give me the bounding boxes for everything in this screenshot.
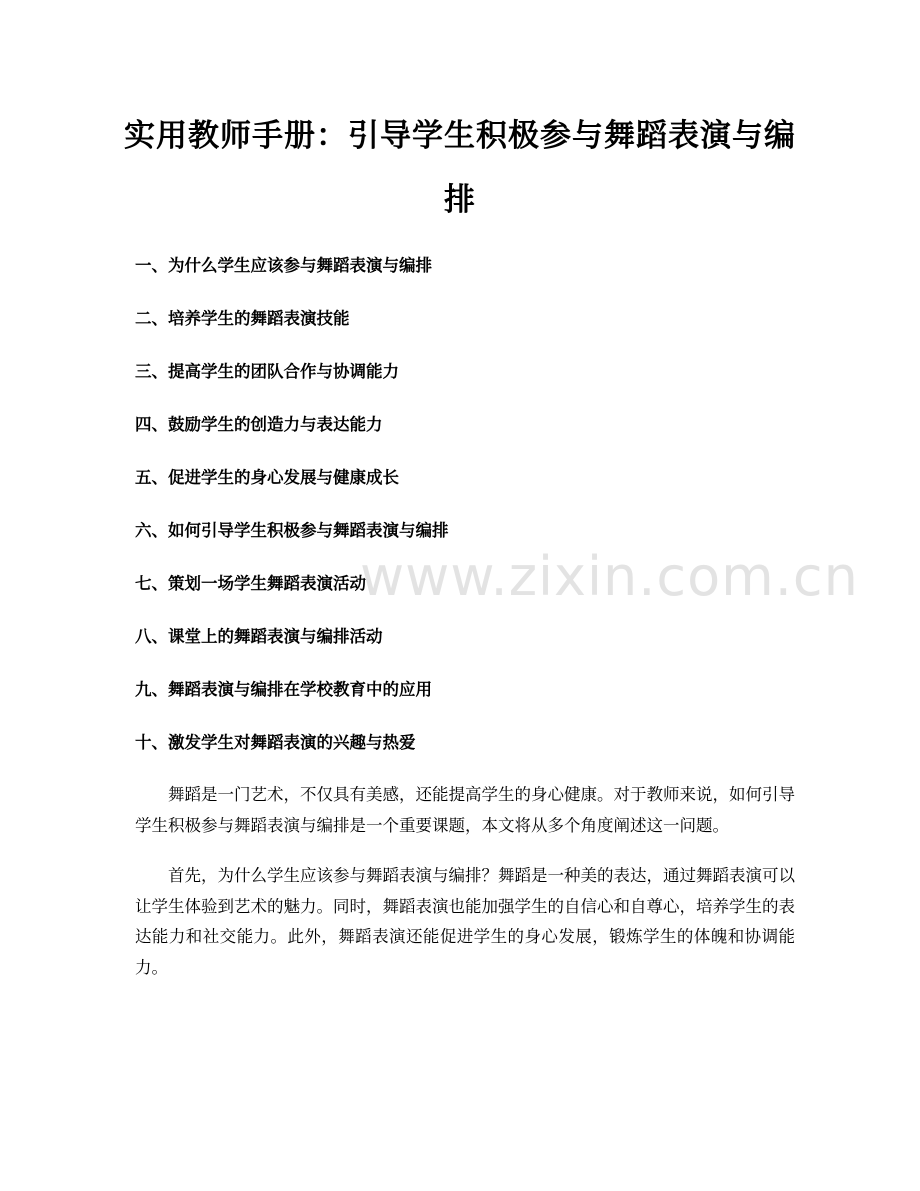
toc-item: 七、策划一场学生舞蹈表演活动 [135,574,366,593]
toc-item: 一、为什么学生应该参与舞蹈表演与编排 [135,256,432,275]
watermark: www.zixin.com.cn [360,545,859,608]
table-of-contents [135,252,795,782]
toc-item: 九、舞蹈表演与编排在学校教育中的应用 [135,680,432,699]
document-title: 实用教师手册：引导学生积极参与舞蹈表演与编排 [124,118,796,218]
toc-item: 八、课堂上的舞蹈表演与编排活动 [135,627,383,646]
paragraph-intro: 舞蹈是一门艺术，不仅具有美感，还能提高学生的身心健康。对于教师来说，如何引导学生积极参与舞蹈表演与编排是一个重要课题，本文将从多个角度阐述这一问题。 [135,785,795,835]
paragraph-first-point: 首先，为什么学生应该参与舞蹈表演与编排？舞蹈是一种美的表达，通过舞蹈表演可以让学生体验到艺术的魅力。同时，舞蹈表演也能加强学生的自信心和自尊心，培养学生的表达能力和社交能力。此外，舞蹈表演还能促进学生的身心发展，锻炼学生的体魄和协调能力。 [135,866,795,977]
toc-item: 五、促进学生的身心发展与健康成长 [135,468,399,487]
toc-item: 四、鼓励学生的创造力与表达能力 [135,415,383,434]
toc-item: 二、培养学生的舞蹈表演技能 [135,309,350,328]
toc-item: 三、提高学生的团队合作与协调能力 [135,362,399,381]
body-text [135,780,795,1003]
toc-item: 十、激发学生对舞蹈表演的兴趣与热爱 [135,733,416,752]
toc-item: 六、如何引导学生积极参与舞蹈表演与编排 [135,521,449,540]
